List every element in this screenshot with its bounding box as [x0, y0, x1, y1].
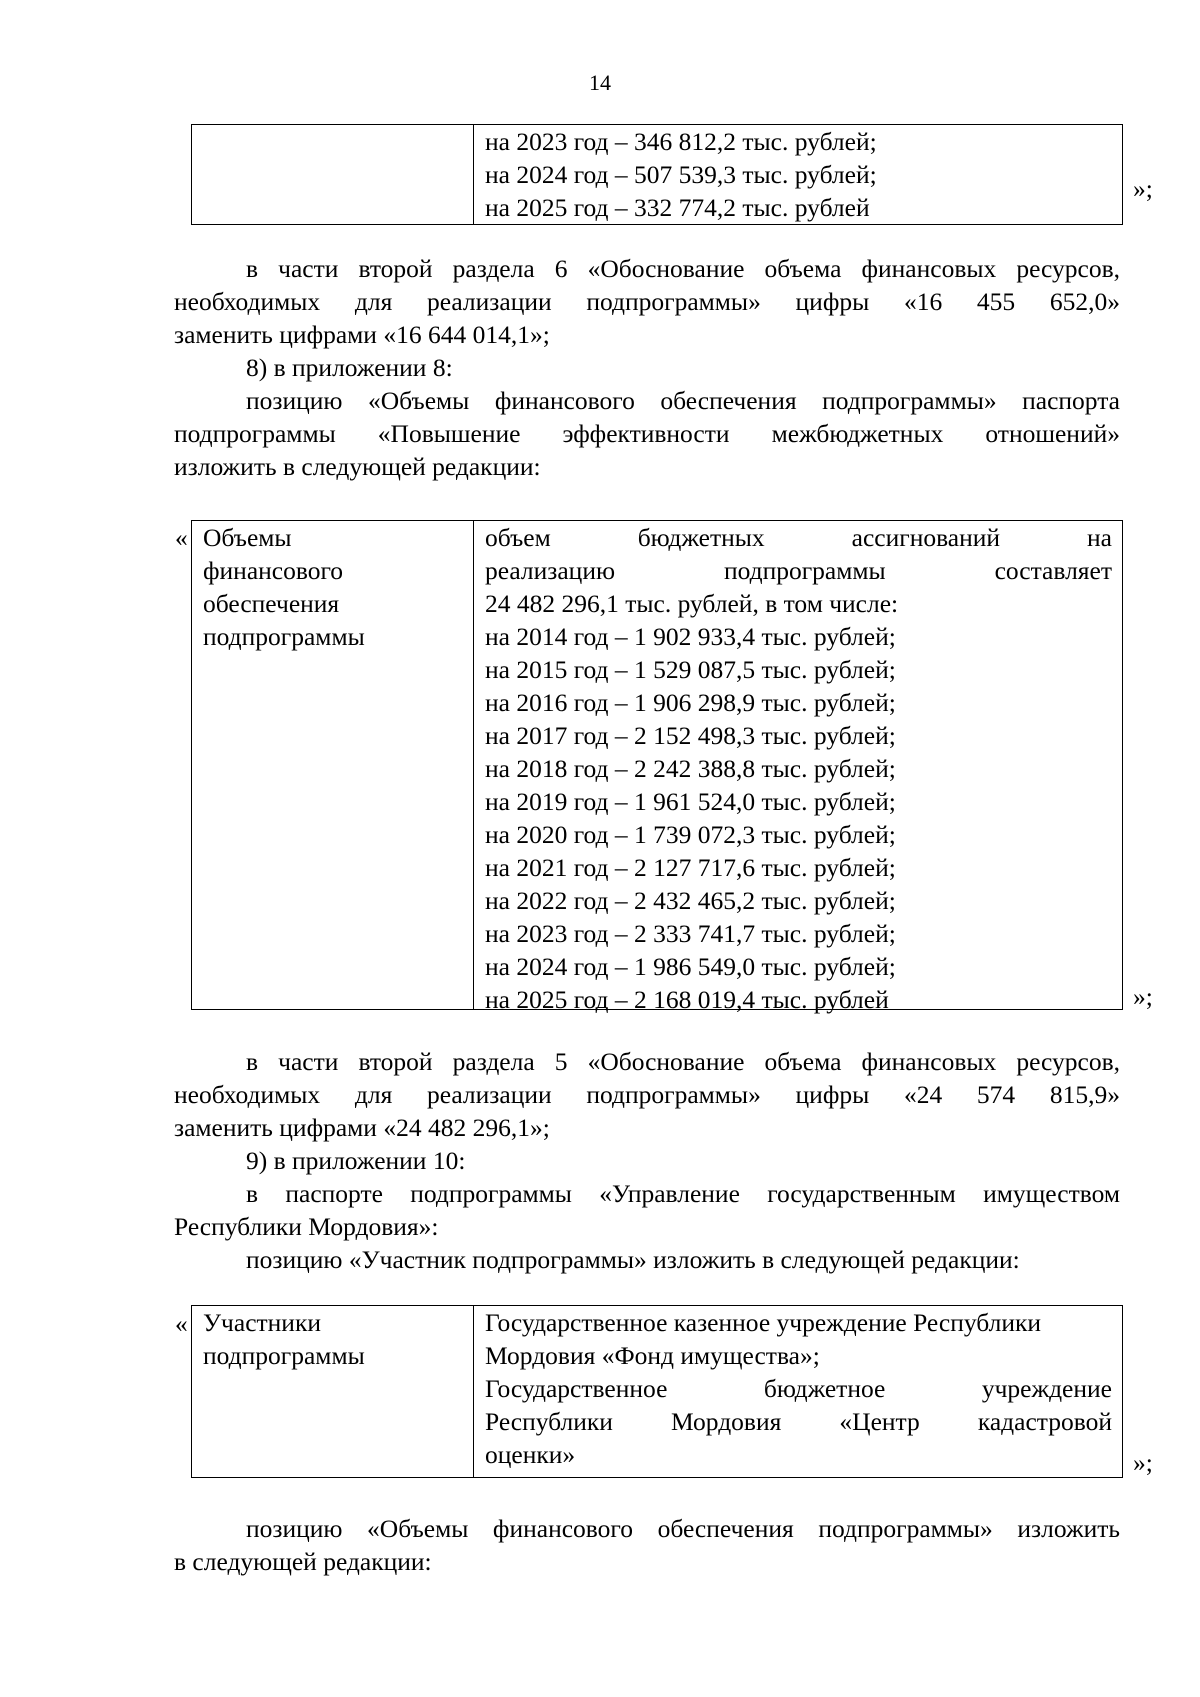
funding-line: на 2022 год – 2 432 465,2 тыс. рублей; [485, 886, 896, 915]
funding-line: на 2025 год – 2 168 019,4 тыс. рублей [485, 985, 889, 1014]
text-line: позицию «Объемы финансового обеспечения подпрограммы» изложить [246, 1514, 1120, 1543]
text-line: необходимых для реализации подпрограммы» цифры «24 574 815,9» [174, 1080, 1120, 1109]
closing-quote: »; [1133, 174, 1153, 203]
funding-line: на 2023 год – 2 333 741,7 тыс. рублей; [485, 919, 896, 948]
funding-line: на 2018 год – 2 242 388,8 тыс. рублей; [485, 754, 896, 783]
table-financing [191, 520, 1123, 1014]
item-heading: 8) в приложении 8: [246, 353, 453, 382]
label-line: Участники [203, 1308, 321, 1337]
funding-line: на 2023 год – 346 812,2 тыс. рублей; [485, 127, 877, 156]
page-number: 14 [589, 70, 611, 95]
funding-line: на 2025 год – 332 774,2 тыс. рублей [485, 193, 870, 222]
funding-line: на 2020 год – 1 739 072,3 тыс. рублей; [485, 820, 896, 849]
text-line: реализацию подпрограммы составляет [485, 556, 1112, 585]
participant-line: оценки» [485, 1440, 576, 1469]
table-continuation [191, 124, 1123, 225]
table-right-cell [474, 1306, 1122, 1477]
text-line: подпрограммы «Повышение эффективности межбюджетных отношений» [174, 419, 1120, 448]
label-line: подпрограммы [203, 622, 365, 651]
opening-quote: « [175, 1309, 188, 1338]
funding-line: на 2014 год – 1 902 933,4 тыс. рублей; [485, 622, 896, 651]
paragraph-section6 [174, 252, 1120, 483]
text-line: заменить цифрами «16 644 014,1»; [174, 320, 550, 349]
table-right-cell [474, 125, 1122, 224]
participant-line: Мордовия «Фонд имущества»; [485, 1341, 820, 1370]
label-line: финансового [203, 556, 344, 585]
text-line: Республики Мордовия»: [174, 1212, 439, 1241]
opening-quote: « [175, 523, 188, 552]
table-participants [191, 1305, 1123, 1478]
table-right-cell [474, 521, 1122, 1014]
text-line: в части второй раздела 6 «Обоснование объема финансовых ресурсов, [246, 254, 1120, 283]
table-left-cell [192, 1306, 474, 1477]
text-line: объем бюджетных ассигнований на [485, 523, 1112, 552]
closing-quote: »; [1133, 1448, 1153, 1477]
text-line: изложить в следующей редакции: [174, 452, 541, 481]
total-line: 24 482 296,1 тыс. рублей, в том числе: [485, 589, 899, 618]
participant-line: Республики Мордовия «Центр кадастровой [485, 1407, 1112, 1436]
funding-line: на 2024 год – 507 539,3 тыс. рублей; [485, 160, 877, 189]
text-line: заменить цифрами «24 482 296,1»; [174, 1113, 550, 1142]
text-line: позицию «Участник подпрограммы» изложить в следующей редакции: [246, 1245, 1020, 1274]
funding-line: на 2017 год – 2 152 498,3 тыс. рублей; [485, 721, 896, 750]
text-line: необходимых для реализации подпрограммы» цифры «16 455 652,0» [174, 287, 1120, 316]
table-left-cell [192, 521, 474, 1009]
text-line: позицию «Объемы финансового обеспечения подпрограммы» паспорта [246, 386, 1120, 415]
label-line: подпрограммы [203, 1341, 365, 1370]
participant-line: Государственное казенное учреждение Республики [485, 1308, 1041, 1337]
funding-line: на 2016 год – 1 906 298,9 тыс. рублей; [485, 688, 896, 717]
funding-line: на 2021 год – 2 127 717,6 тыс. рублей; [485, 853, 896, 882]
paragraph-final [174, 1512, 1120, 1578]
closing-quote: »; [1133, 982, 1153, 1011]
funding-line: на 2024 год – 1 986 549,0 тыс. рублей; [485, 952, 896, 981]
table-left-cell [192, 125, 474, 224]
funding-line: на 2015 год – 1 529 087,5 тыс. рублей; [485, 655, 896, 684]
item-heading: 9) в приложении 10: [246, 1146, 466, 1175]
participant-line: Государственное бюджетное учреждение [485, 1374, 1112, 1403]
label-line: Объемы [203, 523, 292, 552]
text-line: в части второй раздела 5 «Обоснование объема финансовых ресурсов, [246, 1047, 1120, 1076]
funding-line: на 2019 год – 1 961 524,0 тыс. рублей; [485, 787, 896, 816]
paragraph-section5 [174, 1045, 1120, 1276]
text-line: в паспорте подпрограммы «Управление государственным имуществом [246, 1179, 1120, 1208]
text-line: в следующей редакции: [174, 1547, 432, 1576]
label-line: обеспечения [203, 589, 340, 618]
